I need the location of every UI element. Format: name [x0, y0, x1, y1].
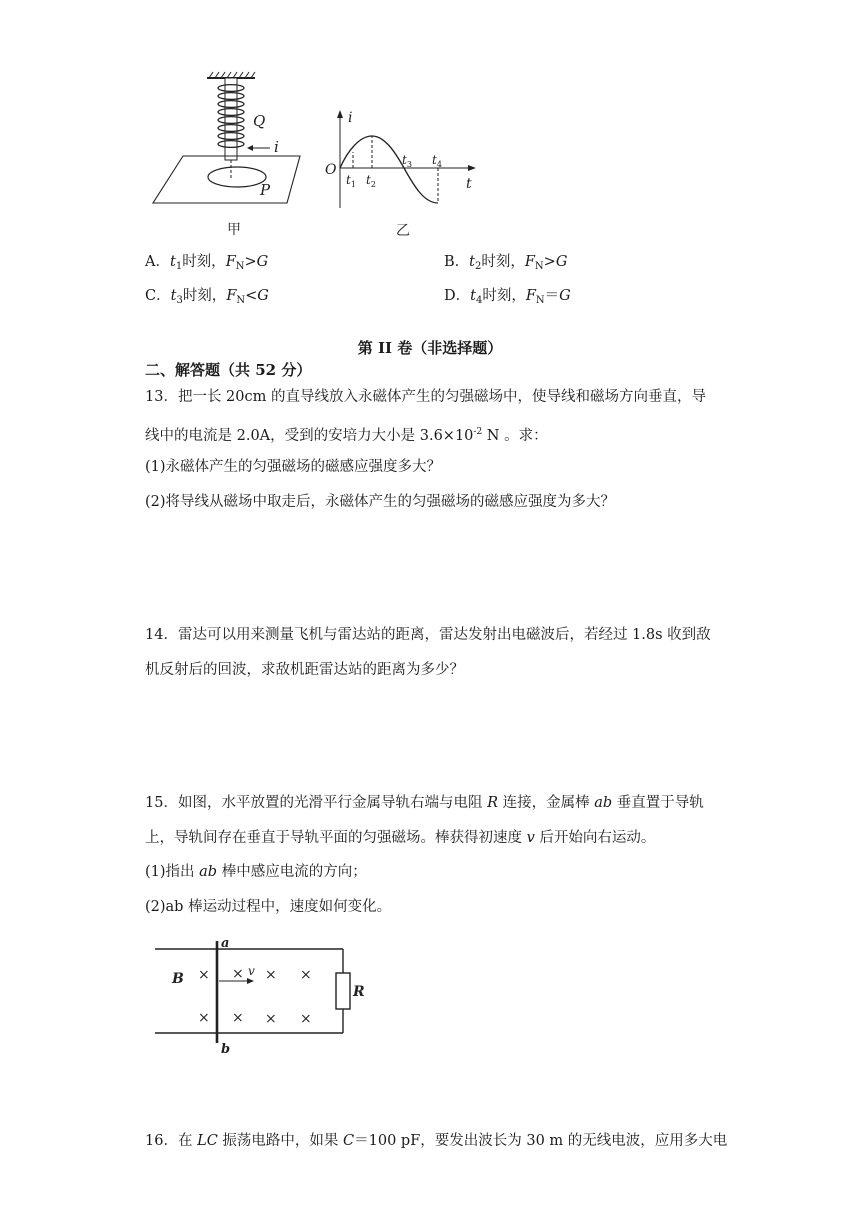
q15-sub1: (1)指出 ab 棒中感应电流的方向； — [145, 864, 367, 880]
label-b: b — [221, 1042, 231, 1057]
label-B: B — [172, 971, 184, 987]
q16-line1: 16．在 LC 振荡电路中，如果 C＝100 pF，要发出波长为 30 m 的无线电波，应用多大电 — [145, 1133, 728, 1149]
volume-title: 第 II 卷（非选择题） — [357, 339, 503, 357]
option-b: B．$t_2$时刻，$F_N>G$ — [444, 254, 568, 272]
figure-jia — [145, 70, 315, 245]
t3-label: t — [402, 153, 407, 167]
label-v: v — [248, 964, 255, 978]
t4-sub: 4 — [436, 160, 442, 169]
label-Q: Q — [253, 112, 266, 130]
field-cross: × — [232, 1010, 244, 1026]
q13-sub1: (1)永磁体产生的匀强磁场的磁感应强度多大？ — [145, 459, 442, 475]
t1-label: t — [346, 173, 351, 187]
q15-line1: 15．如图，水平放置的光滑平行金属导轨右端与电阻 R 连接，金属棒 ab 垂直置于导轨 — [145, 795, 704, 811]
origin-label: O — [325, 162, 337, 178]
svg-text:t1 — [346, 173, 356, 189]
part-title: 二、解答题（共 52 分） — [145, 361, 312, 379]
t3-sub: 3 — [406, 160, 412, 169]
q13-line1: 13．把一长 20cm 的直导线放入永磁体产生的匀强磁场中，使导线和磁场方向垂直，导 — [145, 389, 706, 405]
option-c: C．$t_3$时刻，$F_N<G$ — [145, 288, 269, 306]
field-cross: × — [300, 1011, 312, 1027]
label-a: a — [221, 936, 230, 951]
t4-label: t — [432, 153, 437, 167]
field-cross: × — [198, 1010, 210, 1026]
t2-label: t — [366, 173, 371, 187]
field-cross: × — [232, 966, 244, 982]
axis-i-label: i — [348, 110, 353, 126]
figure-yi — [320, 108, 480, 243]
t1-sub: 1 — [350, 180, 356, 189]
t2-sub: 2 — [370, 180, 376, 189]
caption-yi: 乙 — [396, 223, 410, 239]
option-d: D．$t_4$时刻，$F_N=G$ — [444, 288, 571, 306]
q14-line2: 机反射后的回波，求敌机距雷达站的距离为多少？ — [145, 662, 464, 678]
q13-sub2: (2)将导线从磁场中取走后，永磁体产生的匀强磁场的磁感应强度为多大？ — [145, 494, 616, 510]
field-cross: × — [198, 967, 210, 983]
axis-t-label: t — [466, 176, 472, 192]
caption-jia: 甲 — [227, 222, 241, 238]
label-i-current: i — [274, 138, 279, 156]
svg-text:t2 — [366, 173, 376, 189]
label-R: R — [353, 984, 365, 1000]
svg-text:t3 — [402, 153, 412, 169]
q15-sub2: (2)ab 棒运动过程中，速度如何变化。 — [145, 899, 392, 915]
field-cross: × — [265, 967, 277, 983]
svg-text:t4 — [432, 153, 442, 169]
figure-rail — [150, 935, 370, 1060]
q14-line1: 14．雷达可以用来测量飞机与雷达站的距离，雷达发射出电磁波后，若经过 1.8s 收到敌 — [145, 627, 711, 643]
option-a: A．$t_1$时刻，$F_N>G$ — [145, 254, 269, 272]
field-cross: × — [300, 967, 312, 983]
label-P: P — [260, 181, 271, 199]
q13-line2: 线中的电流是 2.0A，受到的安培力大小是 $3.6\times 10^{-2}$ N 。求： — [145, 427, 548, 444]
field-cross: × — [265, 1011, 277, 1027]
q15-line2: 上，导轨间存在垂直于导轨平面的匀强磁场。棒获得初速度 v 后开始向右运动。 — [145, 830, 656, 846]
